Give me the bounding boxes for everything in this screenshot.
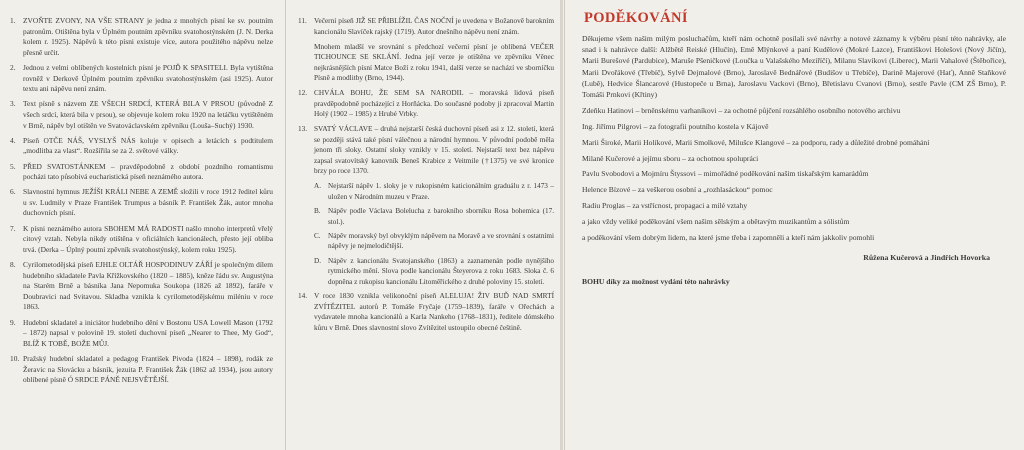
signature: Růžena Kučerová a Jindřich Hovorka (863, 252, 990, 262)
song-note-13: 13. SVATÝ VÁCLAVE – druhá nejstarší česká duchovní píseň asi z 12. století, která se později stává také písní válečnou a národní hymnou. V původní podobě měla jenom tři sloky. Ostatní sloky vznikly v 15. století. Nejstarší text bez nápěvu zapsal svatovítský kanovník Beneš Krabice z Veitmile (†1375) ve své kronice brzy po roce 1370. (298, 124, 554, 176)
thanks-line-3: Marii Široké, Marii Holíkové, Marii Smolkové, Milušce Klangové – za podporu, rady a důležité drobné pomáhání (582, 137, 930, 147)
left-column (0, 0, 283, 450)
fold-line-left (285, 0, 286, 450)
song-note-12: 12. CHVÁLA BOHU, ŽE SEM SA NARODIL – moravská lidová píseň pravděpodobně pocházející z Horňácka. Do současné podoby ji zpracoval Martin Holý (1902 – 1985) z Hrubé Vrbky. (298, 88, 554, 119)
thanks-line-1: Zdeňku Hatinovi – brněnskému varhaníkovi – za ochotné půjčení rozsáhlého osobního notového archivu (582, 106, 901, 116)
song-note-6: 6. Slavnostní hymnus JEŽÍŠI KRÁLI NEBE A ZEMĚ složili v roce 1912 ředitel kůru u sv. Ludmily v Praze František Trumpus a básník P. František Žák, autor mnoha duchovních písní. (10, 187, 273, 218)
song-note-13-c: C. Nápěv moravský byl obvyklým nápěvem na Moravě a ve srovnání s ostatními nápěvy je nejmelodičtější. (314, 232, 554, 251)
thanks-line-8: a jako vždy veliké poděkování všem našim sělským a obětavým muzikantům a sólistům (582, 216, 850, 226)
fold-line-right (564, 0, 565, 450)
song-note-13-d: D. Nápěv z kancionálu Svatojanského (1863) a zaznamenán podle nynějšího rytmického mění. Slova podle kancionálu Šteyerova z roku 1683. Sloka č. 6 dopněna z rukopisu kancionálu Litoměřického z druhé poloviny 15. století. (314, 256, 554, 286)
song-note-4: 4. Píseň OTČE NÁŠ, VYSLYŠ NÁS koluje v opisech a letácích s podtitulem „modlitba za vlast“. Rozšířila se za 2. světové války. (10, 135, 273, 156)
song-note-13-b: B. Nápěv podle Václava Bolelucha z barokního sborníku Rosa bohemica (17. stol.). (314, 207, 554, 226)
song-note-8: 8. Cyrilometodějská píseň EJHLE OLTÁŘ HOSPODINUV ZÁŘÍ je společným dílem hudebního skladatele Pavla Křížkovského (1820 – 1885), kněze řádu sv. Augustýna na Starém Brně a básníka Jana Nepomuka Soukopa (1826 až 1892), faráře v Doubravici nad Svitavou. Skladba vznikla k cyrilometodějskému miléniu v roce 1863. (10, 260, 273, 312)
thanks-line-7: Radiu Proglas – za vstřícnost, propagaci a milé vztahy (582, 201, 748, 210)
footer-dedication: BOHU díky za možnost vydání této nahrávky (582, 276, 730, 286)
song-note-13-a: A. Nejstarší nápěv 1. sloky je v rukopisném katicionálním graduálu z r. 1473 – uložen v Národním muzeu v Praze. (314, 182, 554, 201)
song-note-9: 9. Hudební skladatel a iniciátor hudebního dění v Bostonu USA Lowell Mason (1792 – 1872) napsal v polovině 19. století duchovní píseň „Nearer to Thee, My God“, BLÍŽ K TOBĚ, BOŽE MŮJ. (10, 317, 273, 348)
thanks-line-6: Helence Bízové – za veškerou osobní a „rozhlasáckou“ pomoc (582, 185, 773, 195)
thanks-line-5: Pavlu Svobodovi a Mojmíru Štyssovi – mimořádné poděkování našim tiskařským kamarádům (582, 169, 869, 179)
song-note-1: 1. ZVOŇTE ZVONY, NA VŠE STRANY je jedna z mnohých písní ke sv. poutním patronům. Otištěna byla v Úplném poutním zpěvníku svatohostýnském (J. N. Derka kolem r. 1925). Nápěvů k této písni existuje více, autora použitého nápěvu nelze přesně určit. (10, 16, 273, 57)
song-note-3: 3. Text písně s názvem ZE VŠECH SRDCÍ, KTERÁ BILA V PRSOU (původně Z všech srdcí, která bila v prsou), se objevuje kolem roku 1920 na letáčku vytištěném v Brně, nápěv byl otištěn ve Svatováclavském zpěvníku (Louša–Suchý) 1930. (10, 99, 273, 130)
song-note-11-continued: Mnohem mladší ve srovnání s předchozí večerní písní je oblíbená VEČER TICHOUNCE SE SKLÁNÍ. Jedna její verze je otištěna ve zpěvníku Věnec nejkrásnějších písní Matce Boží z roku 1941, další verze se nachází ve sborníčku Písně a modlitby (Brno, 1944). (314, 41, 554, 83)
thanks-line-9: a poděkování všem dobrým lidem, na které jsme třeba i zapomněli a kteří nám jakkoliv pomohli (582, 232, 875, 242)
song-note-10: 10. Pražský hudební skladatel a pedagog František Pivoda (1824 – 1898), rodák ze Žeravic na Slovácku a básník, jezuita P. František Žák (1862 až 1934), jsou autory oblíbené písně Ó SRDCE PÁNĚ NEJSVĚTĚJŠÍ. (10, 353, 273, 385)
song-note-14: 14. V roce 1830 vznikla velikonoční píseň ALELUJA! ŽIV BUĎ NAD SMRTÍ ZVÍTĚZITEL autorů P. Tomáše Fryčaje (1759–1839), faráře v Ořechách a vydavatele mnoha kancionálů a Karla Nankeho (1768–1831), ředitele dómského kůru v Brně. Dnes slavnostní slovo Zvítězitel ustoupilo obecné češtině. (298, 291, 554, 332)
thanks-line-4: Milaně Kučerové a jejímu sboru – za ochotnou spolupráci (582, 153, 759, 163)
thanks-line-2: Ing. Jiřímu Pilgrovi – za fotografii poutního kostela v Kájově (582, 122, 769, 132)
acknowledgements-column (566, 0, 1024, 450)
acknowledgements-intro: Děkujeme všem našim milým posluchačům, kteří nám ochotně posílali své návrhy a notové záznamy k výběru písní této nahrávky, ale snad i k nahrávce další: Alžbětě Reiské (Hlučín), Emě Mlýnkové a paní Kudělové (Mokré Lazce), Františkovi Holešovi (Nový Jičín), Marii Burešové (Pardubice), Maruše Pšeničkové (Loučka u Valašského Meziříčí), Milanu Slavíkovi (Liberec), Marii Vahalové (Štěbořice), Marii Dvořákové (Třebíč), Sylvě Dejmalové (Brno), Jaroslavě Bednářové (Budišov u Třebíče), Darině Majerové (Hať), Anně Staňkové (Lubě), Hedvice Šlancarové (Hustopeče u Brna), Jaroslavu Vackovi (Brno), Břetislavu Cvanovi (Brno), sestře Pavle (CM ZŠ Brno), P. Tomáši Prnkovi (Křtiny) (582, 34, 1006, 100)
middle-column (288, 0, 564, 450)
song-note-2: 2. Jednou z velmi oblíbených kostelních písní je POJĎ K SPASITELI. Byla vytištěna rovněž v Derkově Úplném poutním zpěvníku svatohostýnském (asi 1925). Autor textu ani nápěvu není znám. (10, 62, 273, 94)
song-note-7: 7. K písni neznámého autora SBOHEM MÁ RADOSTI našlo mnoho interpretů vřelý citový vztah. Nebyla nikdy otištěna v oficiálních kancionálech, přesto její obliba trvá. (Derka – Úplný poutní zpěvník svatohostýnský, kolem roku 1925). (10, 223, 273, 254)
acknowledgements-title: PODĚKOVÁNÍ (584, 10, 688, 26)
song-note-5: 5. PŘED SVATOSTÁNKEM – pravděpodobně z období pozdního romantismu pocházi tato působivá eucharistická píseň neznámého autora. (10, 161, 273, 182)
song-note-11: 11. Večerní píseň JIŽ SE PŘIBLÍŽIL ČAS NOČNÍ je uvedena v Božanově barokním kancionálu Slavíček rajský (1719). Autor dnešního nápěvu není znám. (298, 16, 554, 36)
